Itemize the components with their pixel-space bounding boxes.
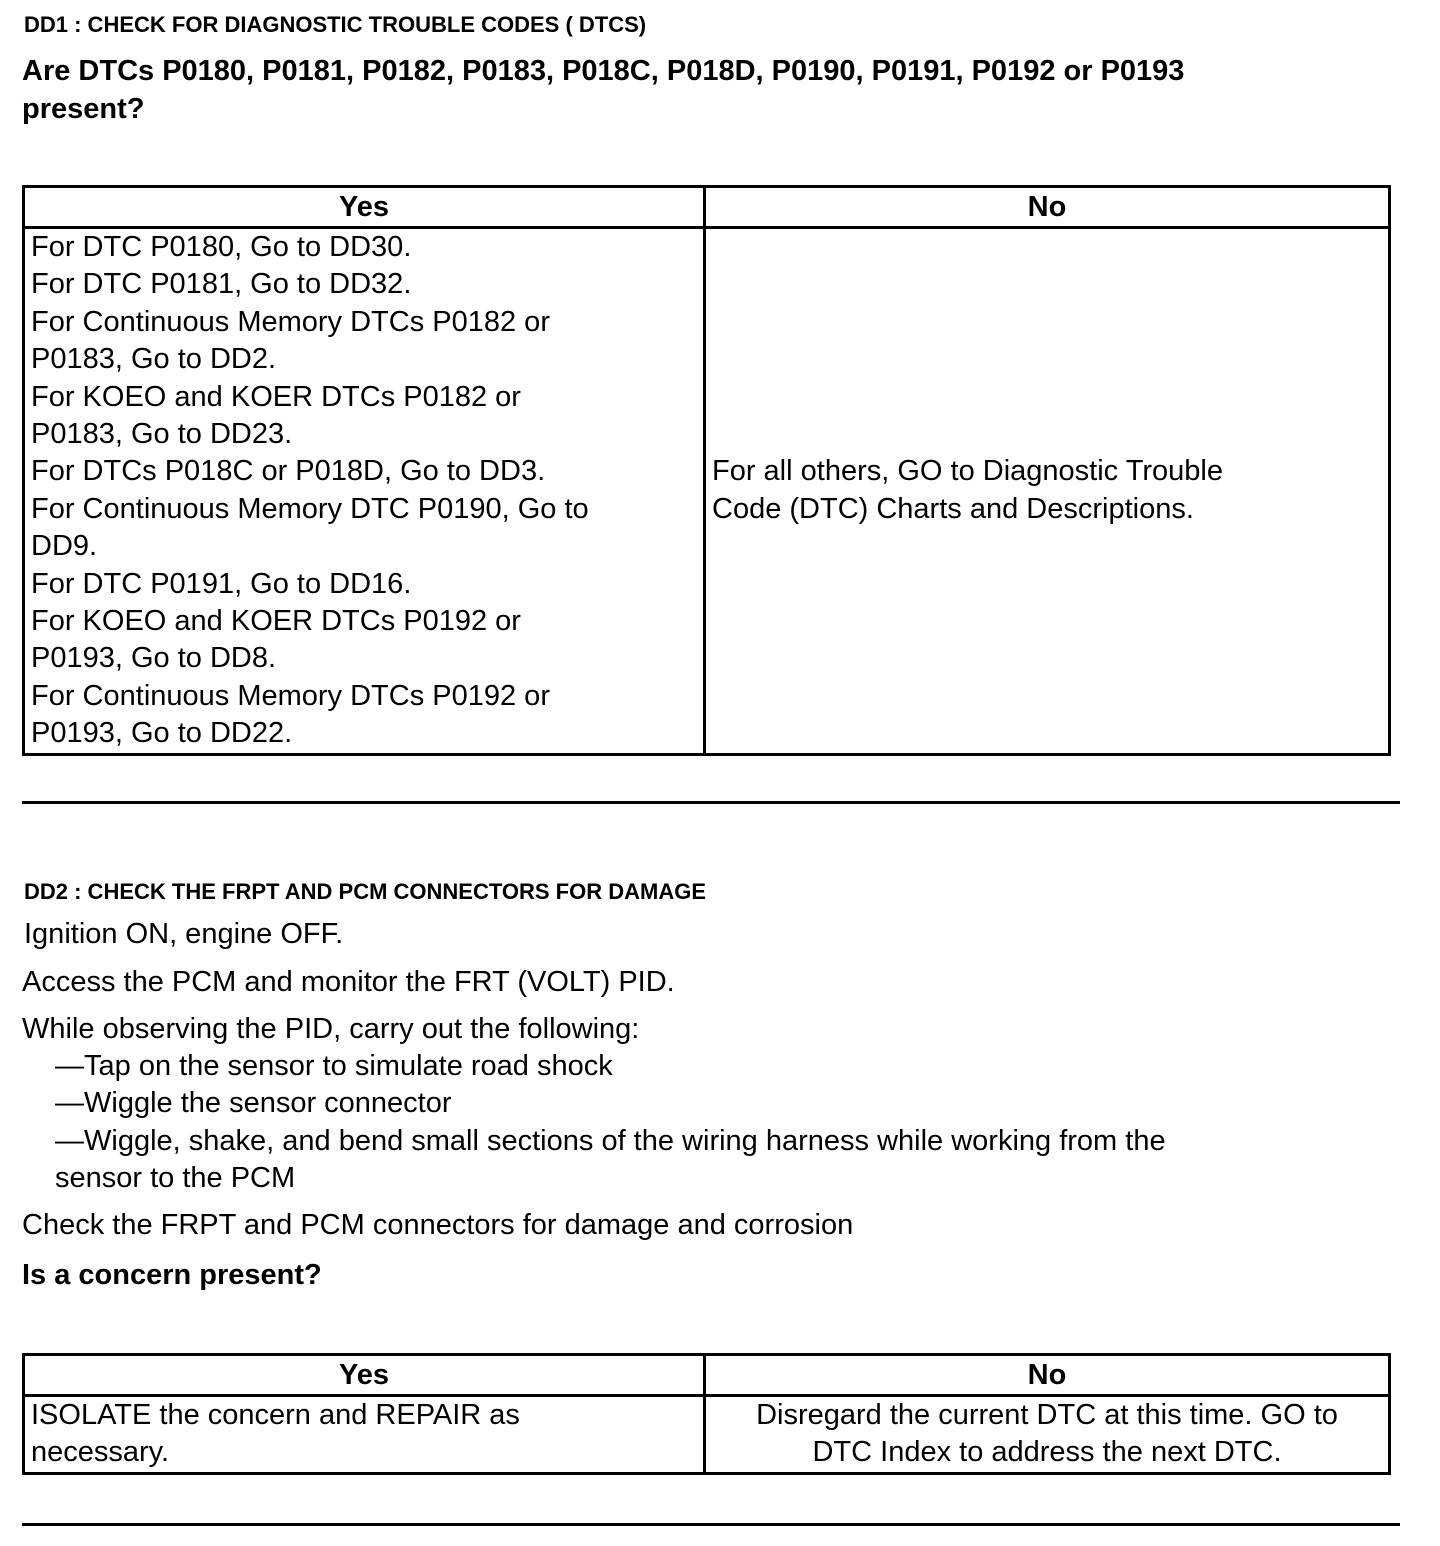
- dd2-question: Is a concern present?: [22, 1259, 322, 1291]
- dd1-heading: DD1 : CHECK FOR DIAGNOSTIC TROUBLE CODES ( DTCS): [24, 12, 647, 37]
- section-divider: [22, 1523, 1400, 1526]
- cell-line: For KOEO and KOER DTCs P0192 or: [31, 605, 521, 638]
- dd1-yes-cell: [24, 228, 705, 755]
- dd1-no-header: No: [705, 187, 1390, 228]
- cell-line: For Continuous Memory DTCs P0182 or: [31, 305, 550, 338]
- cell-line: P0193, Go to DD8.: [31, 642, 277, 675]
- dd1-question: [22, 52, 1184, 128]
- cell-line: Code (DTC) Charts and Descriptions.: [712, 492, 1194, 525]
- section-divider: [22, 801, 1400, 804]
- dd1-table: [22, 185, 1391, 756]
- dd1-no-cell: [705, 228, 1390, 755]
- dd2-step: Ignition ON, engine OFF.: [24, 918, 344, 950]
- cell-line: For DTC P0180, Go to DD30.: [31, 231, 412, 263]
- cell-line: ISOLATE the concern and REPAIR as: [31, 1399, 520, 1431]
- cell-line: P0183, Go to DD2.: [31, 343, 277, 376]
- dd2-bullet: sensor to the PCM: [55, 1162, 296, 1194]
- cell-line: For Continuous Memory DTC P0190, Go to: [31, 492, 589, 525]
- cell-line: For DTC P0181, Go to DD32.: [31, 268, 412, 301]
- dd1-question-line1: Are DTCs P0180, P0181, P0182, P0183, P018C, P018D, P0190, P0191, P0192 or P0193: [22, 55, 1185, 87]
- dd2-bullet: —Tap on the sensor to simulate road shock: [55, 1050, 613, 1082]
- dd2-no-header: No: [705, 1355, 1390, 1396]
- dd2-check: Check the FRPT and PCM connectors for damage and corrosion: [22, 1209, 854, 1241]
- dd2-heading: DD2 : CHECK THE FRPT AND PCM CONNECTORS FOR DAMAGE: [24, 879, 707, 904]
- cell-line: Disregard the current DTC at this time. GO to: [756, 1399, 1338, 1431]
- cell-line: For KOEO and KOER DTCs P0182 or: [31, 380, 521, 413]
- cell-line: P0183, Go to DD23.: [31, 418, 293, 451]
- dd2-step: Access the PCM and monitor the FRT (VOLT) PID.: [22, 966, 675, 998]
- dd2-bullet: —Wiggle the sensor connector: [55, 1087, 452, 1119]
- dd2-yes-header: Yes: [24, 1355, 705, 1396]
- dd2-yes-cell: [24, 1396, 705, 1474]
- dd2-step: While observing the PID, carry out the following:: [22, 1013, 640, 1045]
- dd2-table: [22, 1353, 1391, 1475]
- cell-line: DD9.: [31, 530, 98, 563]
- cell-line: For DTCs P018C or P018D, Go to DD3.: [31, 455, 546, 488]
- cell-line: For Continuous Memory DTCs P0192 or: [31, 679, 550, 712]
- cell-line: P0193, Go to DD22.: [31, 717, 293, 750]
- cell-line: For all others, GO to Diagnostic Trouble: [712, 455, 1223, 488]
- cell-line: DTC Index to address the next DTC.: [812, 1436, 1282, 1469]
- dd1-question-line2: present?: [22, 93, 145, 125]
- dd2-no-cell: [705, 1396, 1390, 1474]
- dd1-yes-header: Yes: [24, 187, 705, 228]
- cell-line: For DTC P0191, Go to DD16.: [31, 567, 412, 600]
- cell-line: necessary.: [31, 1436, 170, 1469]
- dd2-bullet: —Wiggle, shake, and bend small sections of the wiring harness while working from the: [55, 1125, 1166, 1157]
